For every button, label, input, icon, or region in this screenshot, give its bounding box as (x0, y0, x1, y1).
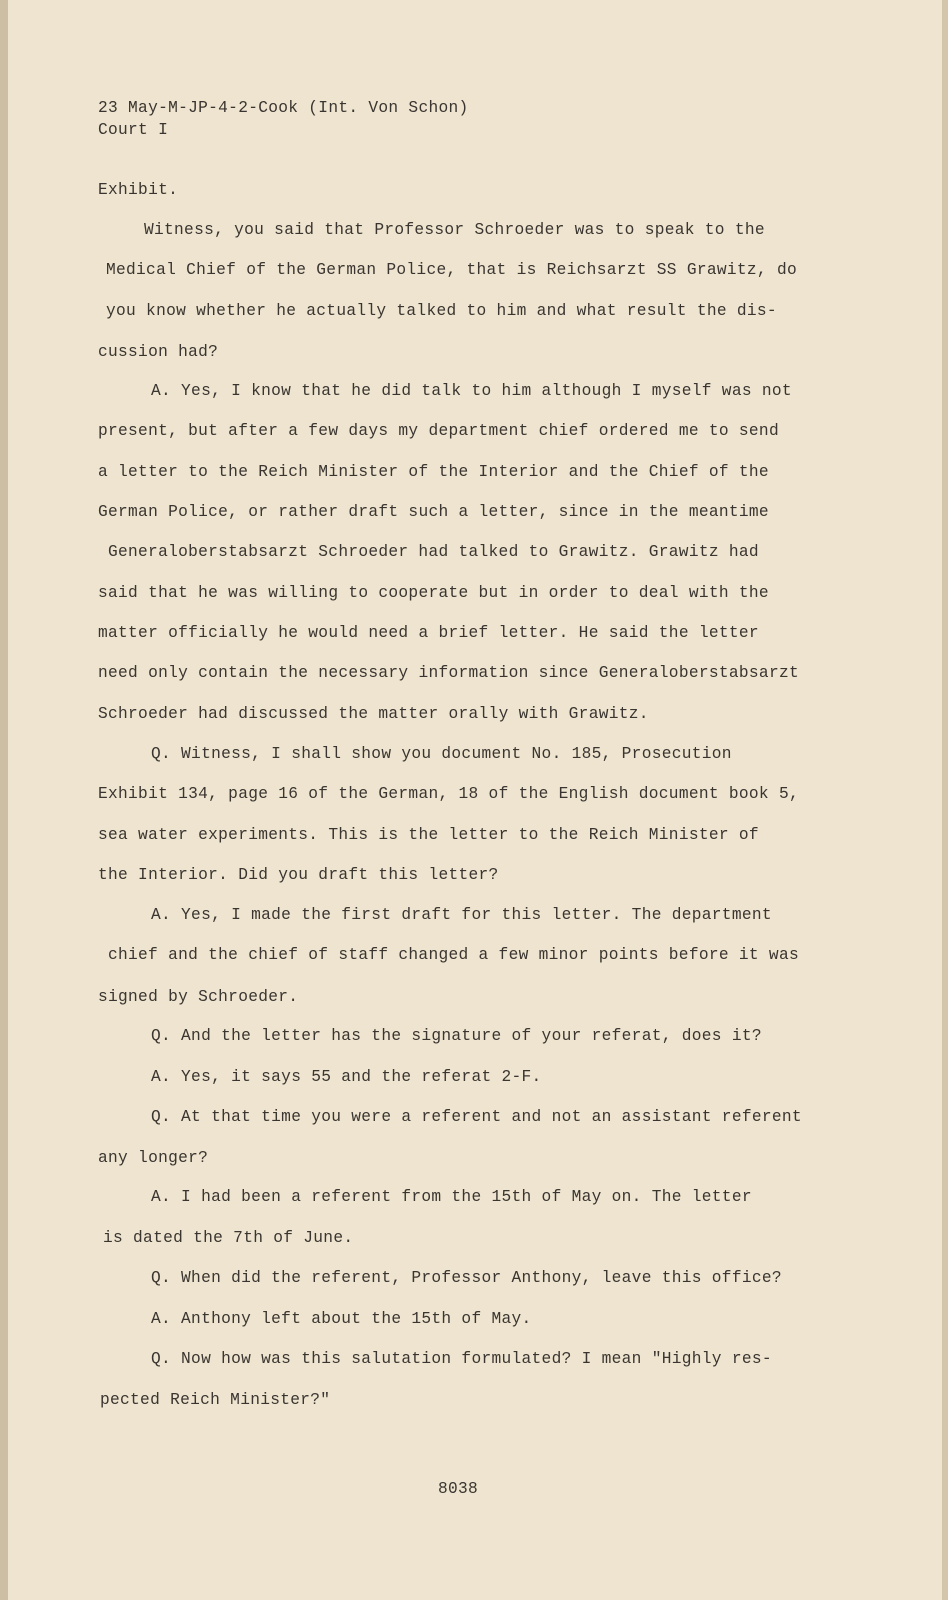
body-line: A. Anthony left about the 15th of May. (151, 1310, 532, 1328)
body-line: a letter to the Reich Minister of the Interior and the Chief of the (98, 463, 769, 481)
body-line: need only contain the necessary information since Generaloberstabsarzt (98, 664, 799, 682)
body-line: Q. Now how was this salutation formulated? I mean "Highly res- (151, 1350, 772, 1368)
body-line: pected Reich Minister?" (100, 1391, 331, 1409)
body-line: A. Yes, it says 55 and the referat 2-F. (151, 1068, 542, 1086)
body-line: A. Yes, I know that he did talk to him although I myself was not (151, 382, 792, 400)
body-line: Q. When did the referent, Professor Anthony, leave this office? (151, 1269, 782, 1287)
body-line: Q. And the letter has the signature of your referat, does it? (151, 1027, 762, 1045)
body-line: chief and the chief of staff changed a few minor points before it was (108, 946, 799, 964)
body-line: present, but after a few days my department chief ordered me to send (98, 422, 779, 440)
body-line: Witness, you said that Professor Schroeder was to speak to the (144, 221, 765, 239)
body-line: the Interior. Did you draft this letter? (98, 866, 499, 884)
body-line: Q. Witness, I shall show you document No. 185, Prosecution (151, 745, 732, 763)
body-line: any longer? (98, 1149, 209, 1167)
body-line: A. Yes, I made the first draft for this letter. The department (151, 906, 772, 924)
body-line: signed by Schroeder. (98, 988, 299, 1006)
body-line: Exhibit. (98, 181, 179, 199)
body-line: Schroeder had discussed the matter orally with Grawitz. (98, 705, 649, 723)
body-line: German Police, or rather draft such a letter, since in the meantime (98, 503, 769, 521)
body-line: you know whether he actually talked to him and what result the dis- (106, 302, 777, 320)
body-line: A. I had been a referent from the 15th of May on. The letter (151, 1188, 752, 1206)
body-line: Medical Chief of the German Police, that is Reichsarzt SS Grawitz, do (106, 261, 797, 279)
body-line: matter officially he would need a brief letter. He said the letter (98, 624, 759, 642)
page-number: 8038 (438, 1480, 479, 1498)
body-line: Exhibit 134, page 16 of the German, 18 of the English document book 5, (98, 785, 799, 803)
header-line-2: Court I (98, 121, 169, 139)
body-line: sea water experiments. This is the letter to the Reich Minister of (98, 826, 759, 844)
header-line-1: 23 May-M-JP-4-2-Cook (Int. Von Schon) (98, 99, 469, 117)
body-line: said that he was willing to cooperate but in order to deal with the (98, 584, 769, 602)
body-line: Generaloberstabsarzt Schroeder had talked to Grawitz. Grawitz had (108, 543, 759, 561)
body-line: cussion had? (98, 343, 219, 361)
body-line: is dated the 7th of June. (103, 1229, 354, 1247)
body-line: Q. At that time you were a referent and not an assistant referent (151, 1108, 802, 1126)
